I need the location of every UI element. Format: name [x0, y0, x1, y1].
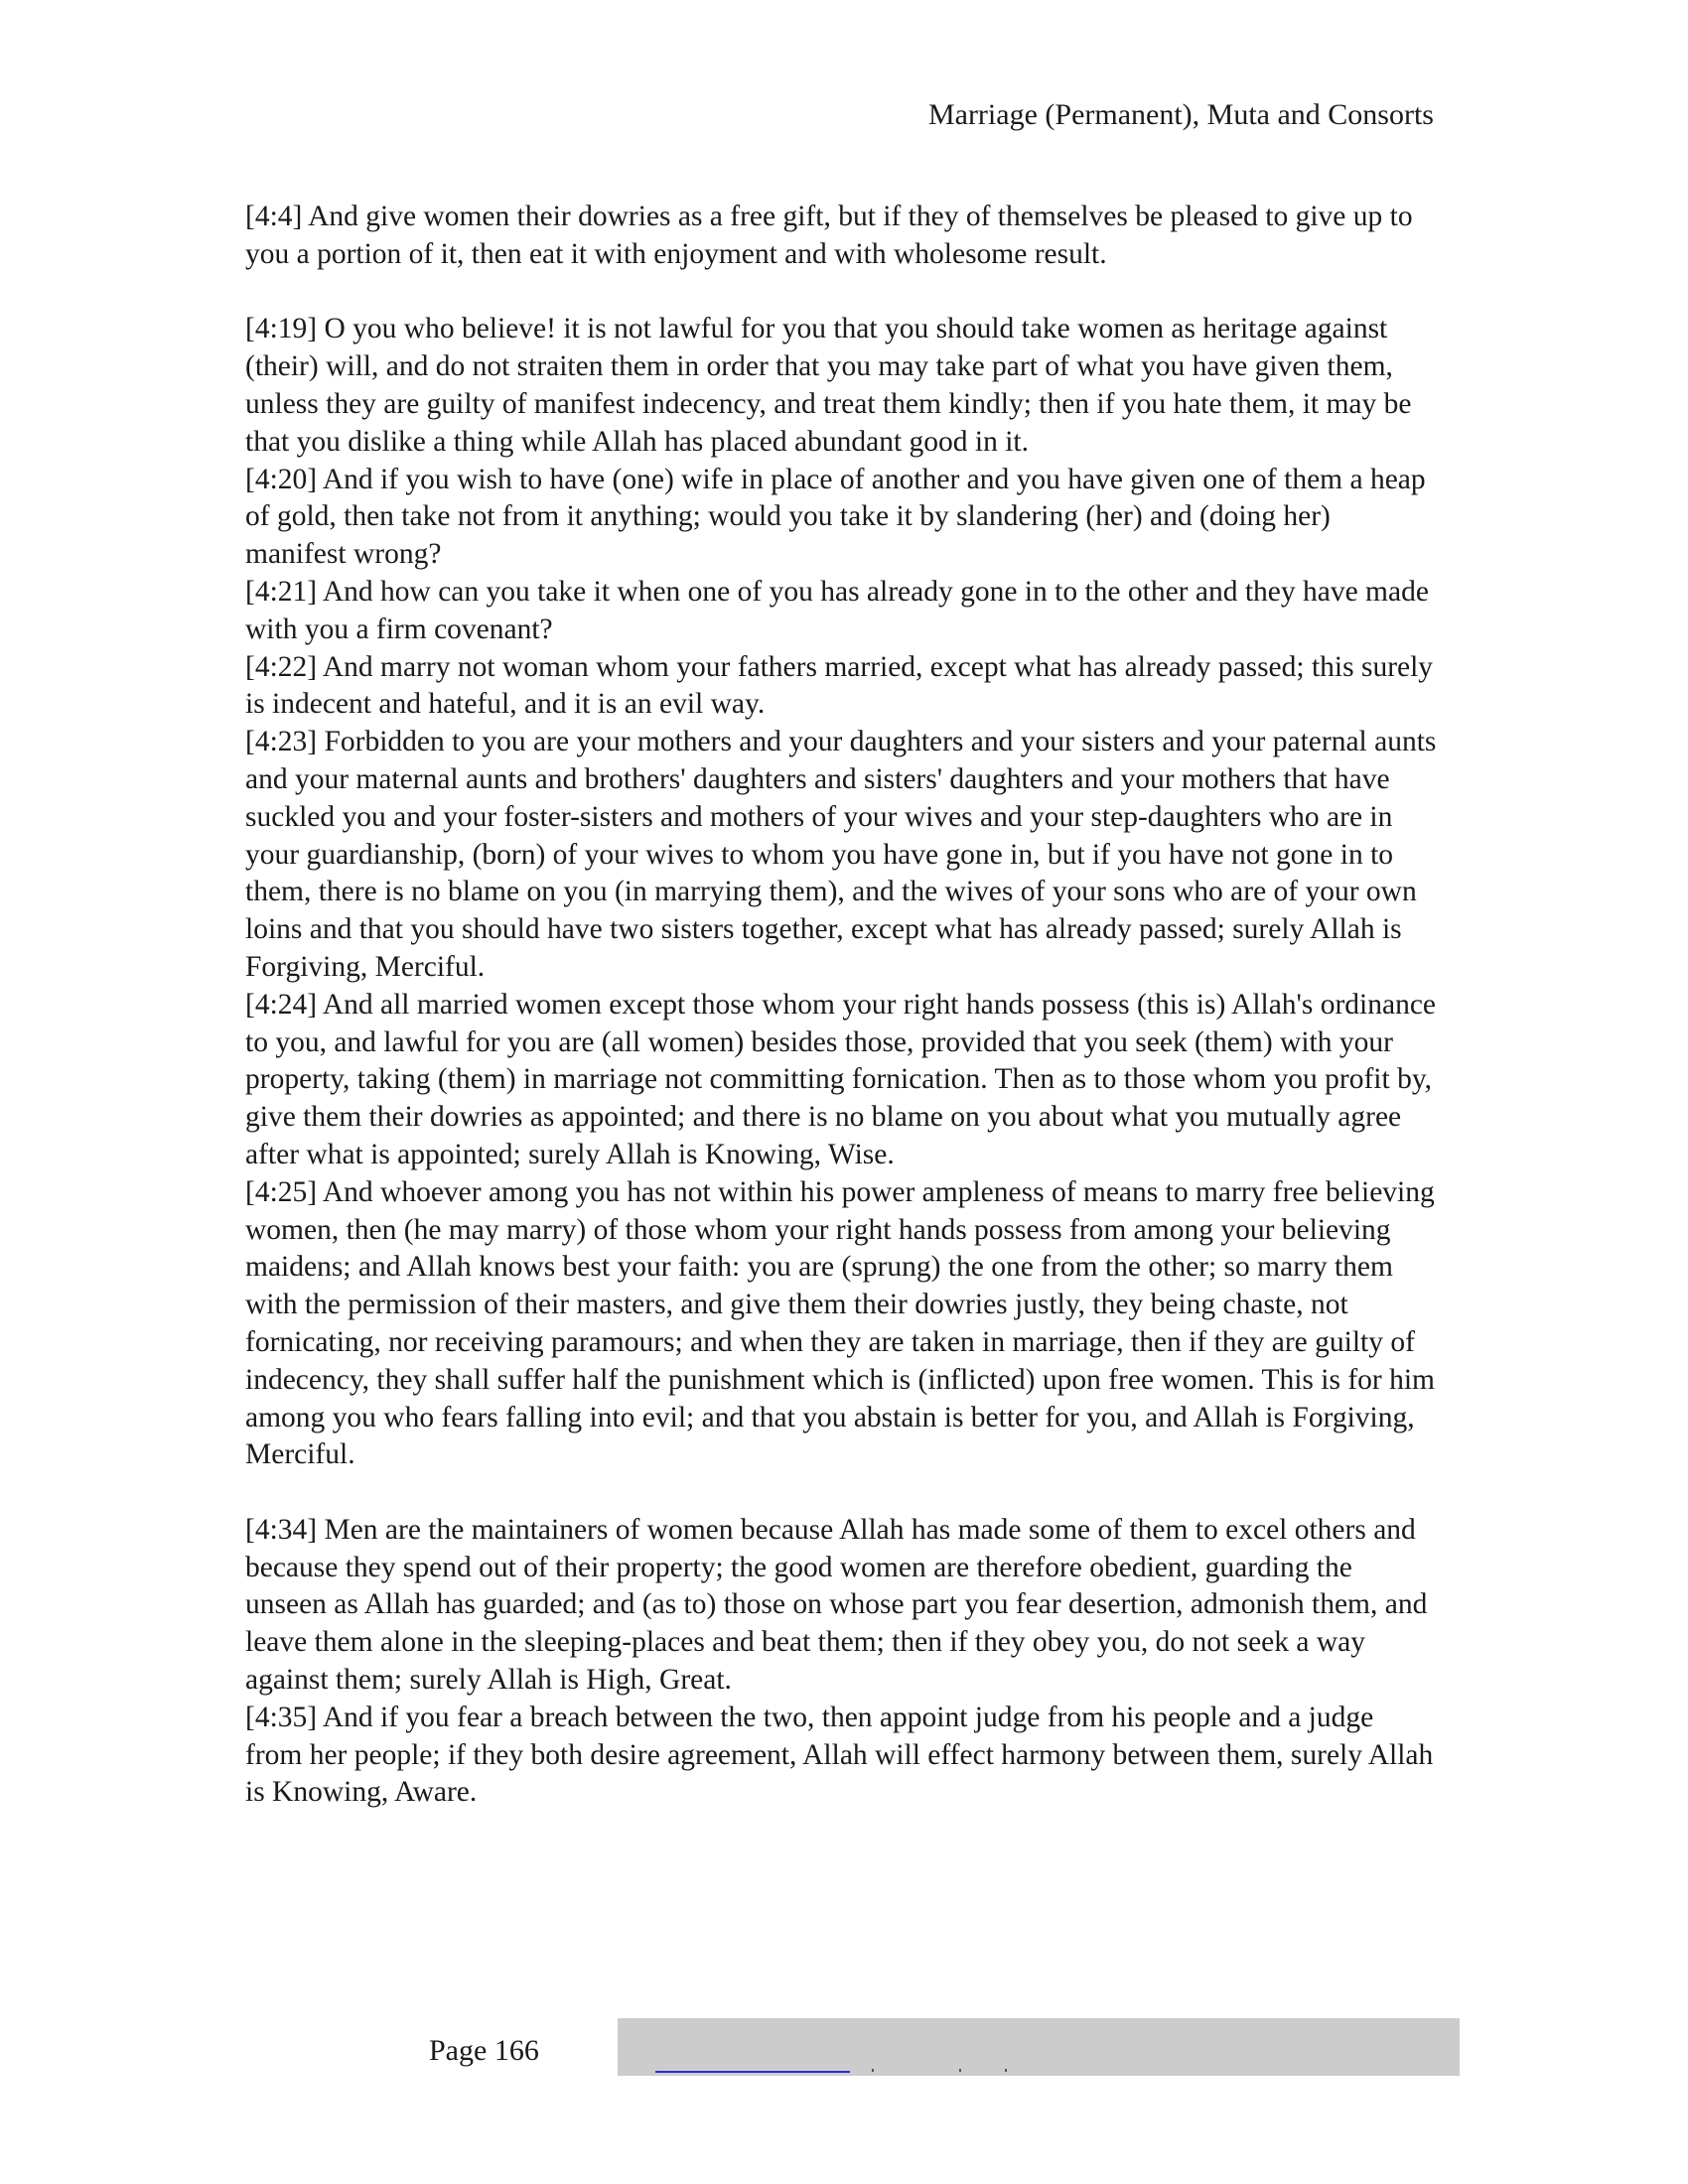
verse-4-19: [4:19] O you who believe! it is not lawful for you that you should take women as heritage against (their) will, and do not straiten them in order that you may take part of what you have given them, unless they are guilty of manifest indecency, and treat them kindly; then if you hate them, it may be that you dislike a thing while Allah has placed abundant good in it.	[245, 313, 1412, 458]
verse-4-34: [4:34] Men are the maintainers of women because Allah has made some of them to excel others and because they spend out of their property; the good women are therefore obedient, guarding the unseen as Allah has guarded; and (as to) those on whose part you fear desertion, admonish them, and leave them alone in the sleeping-places and beat them; then if they obey you, do not seek a way against them; surely Allah is High, Great.	[245, 1513, 1428, 1697]
verse-4-23: [4:23] Forbidden to you are your mothers and your daughters and your sisters and your paternal aunts and your maternal aunts and brothers' daughters and sisters' daughters and your mothers that have suckled you and your foster-sisters and mothers of your wives and your step-daughters who are in your guardianship, (born) of your wives to whom you have gone in, but if you have not gone in to them, there is no blame on you (in marrying them), and the wives of your sons who are of your own loins and that you should have two sisters together, except what has already passed; surely Allah is Forgiving, Merciful.	[245, 726, 1437, 983]
verse-4-21: [4:21] And how can you take it when one of you has already gone in to the other and they have made with you a firm covenant?	[245, 575, 1429, 645]
footer-link-underline[interactable]	[655, 2071, 850, 2073]
verse-4-4: [4:4] And give women their dowries as a free gift, but if they of themselves be pleased to give up to you a portion of it, then eat it with enjoyment and with wholesome result.	[245, 201, 1413, 270]
verse-4-20: [4:20] And if you wish to have (one) wife in place of another and you have given one of them a heap of gold, then take not from it anything; would you take it by slandering (her) and (doing her) manifest wrong?	[245, 463, 1426, 571]
footer-redaction-box	[618, 2018, 1460, 2076]
verse-4-25: [4:25] And whoever among you has not within his power ampleness of means to marry free believing women, then (he may marry) of those whom your right hands possess from among your believing maidens; and Allah knows best your faith: you are (sprung) the one from the other; so marry them with the permission of their masters, and give them their dowries justly, they being chaste, not fornicating, nor receiving paramours; and when they are taken in marriage, then if they are guilty of indecency, they shall suffer half the punishment which is (inflicted) upon free women. This is for him among you who fears falling into evil; and that you abstain is better for you, and Allah is Forgiving, Merciful.	[245, 1175, 1436, 1471]
page-body	[245, 199, 1437, 1812]
footer-artifact	[959, 2069, 961, 2072]
verse-4-24: [4:24] And all married women except those whom your right hands possess (this is) Allah's ordinance to you, and lawful for you are (all women) besides those, provided that you seek (them) with your property, taking (them) in marriage not committing fornication. Then as to those whom you profit by, give them their dowries as appointed; and there is no blame on you about what you mutually agree after what is appointed; surely Allah is Knowing, Wise.	[245, 988, 1437, 1170]
running-header: Marriage (Permanent), Muta and Consorts	[927, 98, 1434, 131]
footer-artifact	[872, 2069, 874, 2072]
verse-4-22: [4:22] And marry not woman whom your fathers married, except what has already passed; this surely is indecent and hateful, and it is an evil way.	[245, 650, 1434, 721]
page-number: Page 166	[429, 2034, 539, 2067]
verse-4-35: [4:35] And if you fear a breach between the two, then appoint judge from his people and a judge from her people; if they both desire agreement, Allah will effect harmony between them, surely Allah is Knowing, Aware.	[245, 1701, 1434, 1809]
footer-artifact	[1005, 2069, 1007, 2072]
